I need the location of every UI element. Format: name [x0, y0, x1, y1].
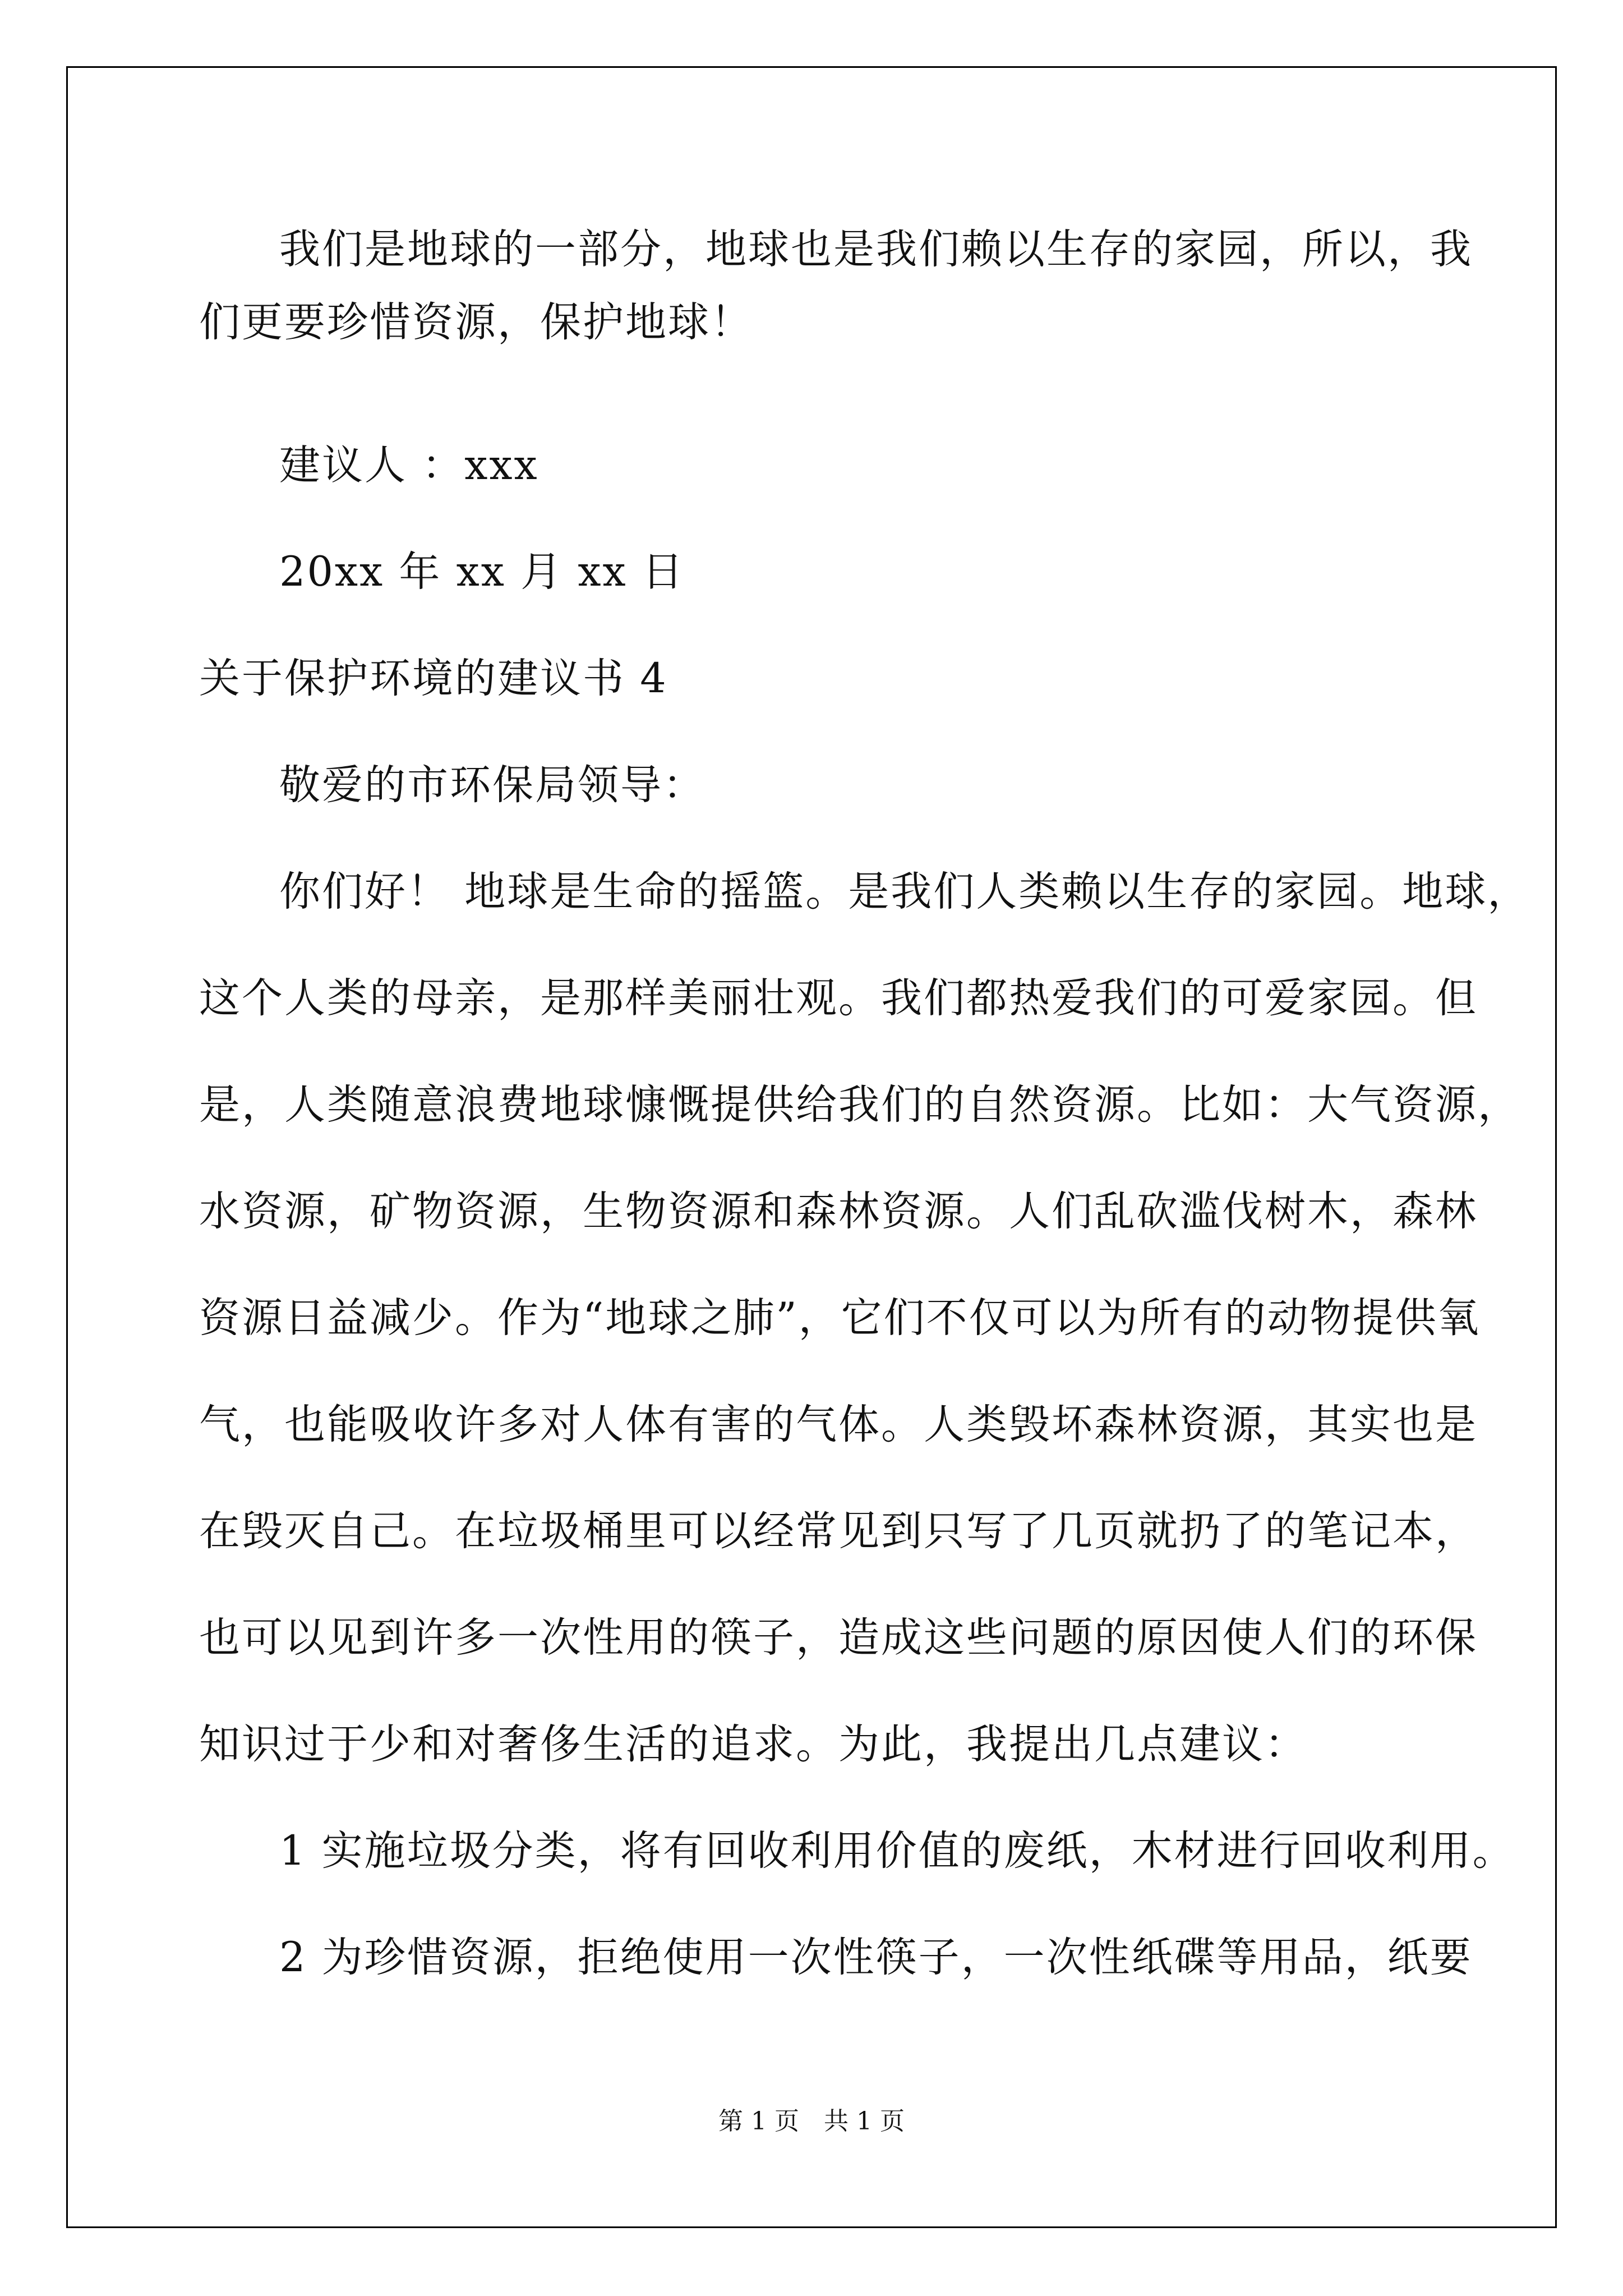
suggestion-1: 1 实施垃圾分类，将有回收利用价值的废纸，木材进行回收利用。 [279, 1827, 1515, 1875]
paragraph-2-line-3: 是，人类随意浪费地球慷慨提供给我们的自然资源。比如：大气资源， [199, 1081, 1520, 1129]
paragraph-2-line-5: 资源日益减少。作为“地球之肺”，它们不仅可以为所有的动物提供氧 [199, 1294, 1481, 1342]
signature: 建议人 ：xxx [279, 441, 539, 489]
page-frame [66, 66, 1557, 2228]
paragraph-2-line-4: 水资源，矿物资源，生物资源和森林资源。人们乱砍滥伐树木，森林 [199, 1188, 1478, 1235]
paragraph-2-line-8: 也可以见到许多一次性用的筷子，造成这些问题的原因使人们的环保 [199, 1614, 1478, 1662]
paragraph-1-line-2: 们更要珍惜资源，保护地球！ [199, 298, 753, 346]
page-number-footer: 第 1 页 共 1 页 [718, 2107, 905, 2136]
paragraph-2-line-7: 在毁灭自己。在垃圾桶里可以经常见到只写了几页就扔了的笔记本， [199, 1507, 1478, 1555]
section-title: 关于保护环境的建议书 4 [199, 655, 668, 702]
date: 20xx 年 xx 月 xx 日 [279, 548, 685, 596]
paragraph-2-line-1: 你们好！ 地球是生命的摇篮。是我们人类赖以生存的家园。地球， [279, 868, 1530, 915]
paragraph-2-line-2: 这个人类的母亲，是那样美丽壮观。我们都热爱我们的可爱家园。但 [199, 974, 1478, 1022]
paragraph-2-line-6: 气，也能吸收许多对人体有害的气体。人类毁坏森林资源，其实也是 [199, 1401, 1478, 1448]
suggestion-2: 2 为珍惜资源，拒绝使用一次性筷子，一次性纸碟等用品，纸要 [279, 1934, 1473, 1981]
paragraph-2-line-9: 知识过于少和对奢侈生活的追求。为此，我提出几点建议： [199, 1720, 1307, 1768]
salutation: 敬爱的市环保局领导： [279, 761, 706, 809]
paragraph-1-line-1: 我们是地球的一部分，地球也是我们赖以生存的家园，所以，我 [279, 226, 1473, 273]
